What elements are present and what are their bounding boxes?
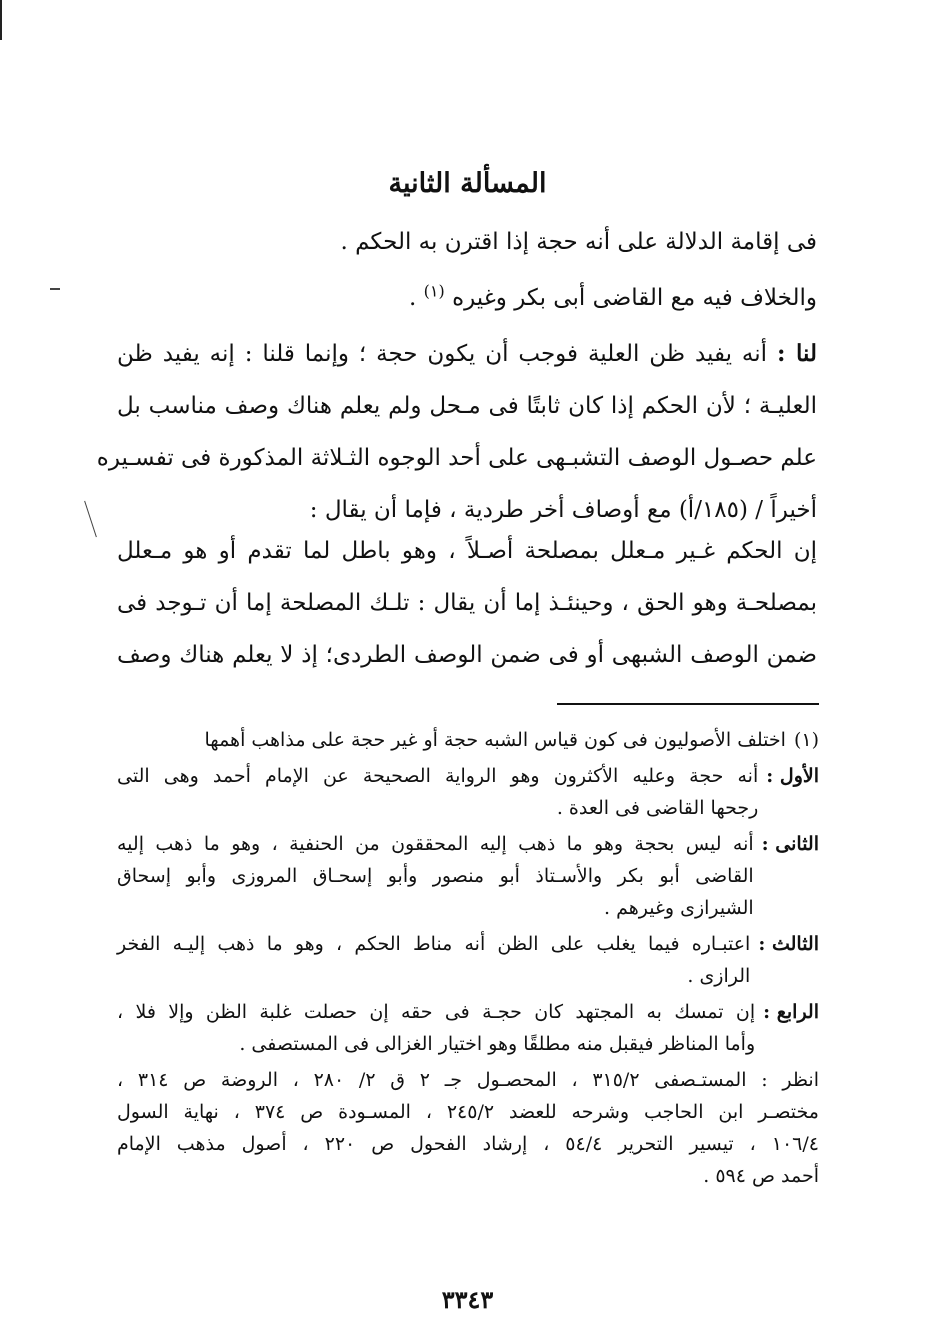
footnote-number: (١) xyxy=(793,729,819,751)
page-title: المسألة الثانية xyxy=(388,168,547,199)
reference-line: ١٠٦/٤ ، تيسير التحرير ٥٤/٤ ، إرشاد الفحول ص ٢٢٠ ، أصول مذهب الإمام xyxy=(117,1133,819,1155)
footnote-line: إن تمسك به المجتهد كان حجـة فى حقه إن حصلت غلبة الظن وإلا فلا ، xyxy=(117,1001,756,1023)
scan-speck xyxy=(50,288,60,290)
body-text-end: . xyxy=(409,285,424,311)
body-line xyxy=(117,272,817,324)
footnote-line: القاضى أبو بكر والأسـتاذ أبو منصور وأبو إسحـاق المروزى وأبو إسحاق xyxy=(117,865,754,887)
footnote-line: أنه ليس بحجة وهو ما ذهب إليه المحققون من الحنفية ، وهو ما ذهب إليه xyxy=(117,833,754,855)
footnote-line: الرازى . xyxy=(687,965,751,987)
body-line: ضمن الوصف الشبهى أو فى ضمن الوصف الطردى؛ إذ لا يعلم هناك وصف xyxy=(117,642,817,668)
footnote-references xyxy=(117,1064,819,1192)
footnote-item-text xyxy=(117,928,750,992)
body-line: إن الحكم غـير مـعلل بمصلحة أصـلاً ، وهو باطل لما تقدم أو هو مـعلل xyxy=(117,538,817,564)
footnote-line: الشيرازى وغيرهم . xyxy=(603,897,754,919)
body-line: العليـة ؛ لأن الحكم إذا كان ثابتًا فى مـحل ولم يعلم هناك وصف مناسب بل xyxy=(117,393,817,419)
body-line: أخيراً / (١٨٥/أ) مع أوصاف أخر طردية ، فإما أن يقال : xyxy=(309,497,817,523)
footnote-line: أنه حجة وعليه الأكثرون وهو الرواية الصحيحة عن الإمام أحمد وهى التى xyxy=(117,765,759,787)
footnote-line: رجحها القاضى فى العدة . xyxy=(556,797,759,819)
footnote-item-text xyxy=(117,996,755,1060)
body-line: فى إقامة الدلالة على أنه حجة إذا اقترن به الحكم . xyxy=(340,229,817,255)
footnote-line: اعتبـاره فيما يغلب على الظن أنه مناط الحكم ، وهو ما ذهب إليـه الفخر xyxy=(117,933,751,955)
scan-speck xyxy=(84,501,97,537)
footnote-item-label: الثانى : xyxy=(761,833,819,855)
body-line: علم حصـول الوصف التشبـهى على أحد الوجوه الثـلاثة المذكورة فى تفسـيره xyxy=(96,445,817,471)
paragraph-argument xyxy=(96,328,817,536)
argument-lead: لنا : xyxy=(776,340,817,367)
footnote-text xyxy=(117,724,786,756)
reference-line: أحمد ص ٥٩٤ . xyxy=(703,1165,819,1187)
footnotes xyxy=(117,724,819,1192)
paragraph-intro xyxy=(117,216,817,268)
reference-line: مختصـر ابن الحاجب وشرحه للعضد ٢٤٥/٢ ، المسـودة ص ٣٧٤ ، نهاية السول xyxy=(117,1101,819,1123)
body-text: والخلاف فيه مع القاضى أبى بكر وغيره xyxy=(452,285,817,311)
page-number: ٣٣٤٣ xyxy=(441,1285,494,1314)
body-line: بمصلحـة وهو الحق ، وحينئـذ إما أن يقال : تلـك المصلحة إما أن تـوجد فى xyxy=(117,590,817,616)
reference-line: انظر : المستـصفى ٣١٥/٢ ، المحصـول جـ ٢ ق ٢/ ٢٨٠ ، الروضة ص ٣١٤ ، xyxy=(117,1069,819,1091)
footnote-item-label: الرابع : xyxy=(763,1001,819,1023)
scan-edge-mark xyxy=(0,0,2,40)
footnote-intro xyxy=(117,724,819,756)
footnote-ref: (١) xyxy=(423,281,445,301)
body-line xyxy=(117,328,817,380)
footnote-separator xyxy=(557,703,819,705)
footnote-item xyxy=(117,996,819,1060)
footnote-item-label: الثالث : xyxy=(758,933,819,955)
footnote-line: اختلف الأصوليون فى كون قياس الشبه حجة أو غير حجة على مذاهب أهمها xyxy=(204,729,786,751)
paragraph-dispute xyxy=(117,272,817,324)
footnote-item-text xyxy=(117,760,758,824)
footnote-item xyxy=(117,760,819,824)
footnote-item-text xyxy=(117,828,754,924)
body-text: أنه يفيد ظن العلية فوجب أن يكون حجة ؛ وإنما قلنا : إنه يفيد ظن xyxy=(117,341,777,367)
footnote-item xyxy=(117,828,819,924)
footnote-item xyxy=(117,928,819,992)
footnote-line: وأما المناظر فيقبل منه مطلقًا وهو اختيار الغزالى فى المستصفى . xyxy=(239,1033,756,1055)
paragraph-reasoning xyxy=(117,525,817,681)
footnote-item-label: الأول : xyxy=(766,765,819,787)
